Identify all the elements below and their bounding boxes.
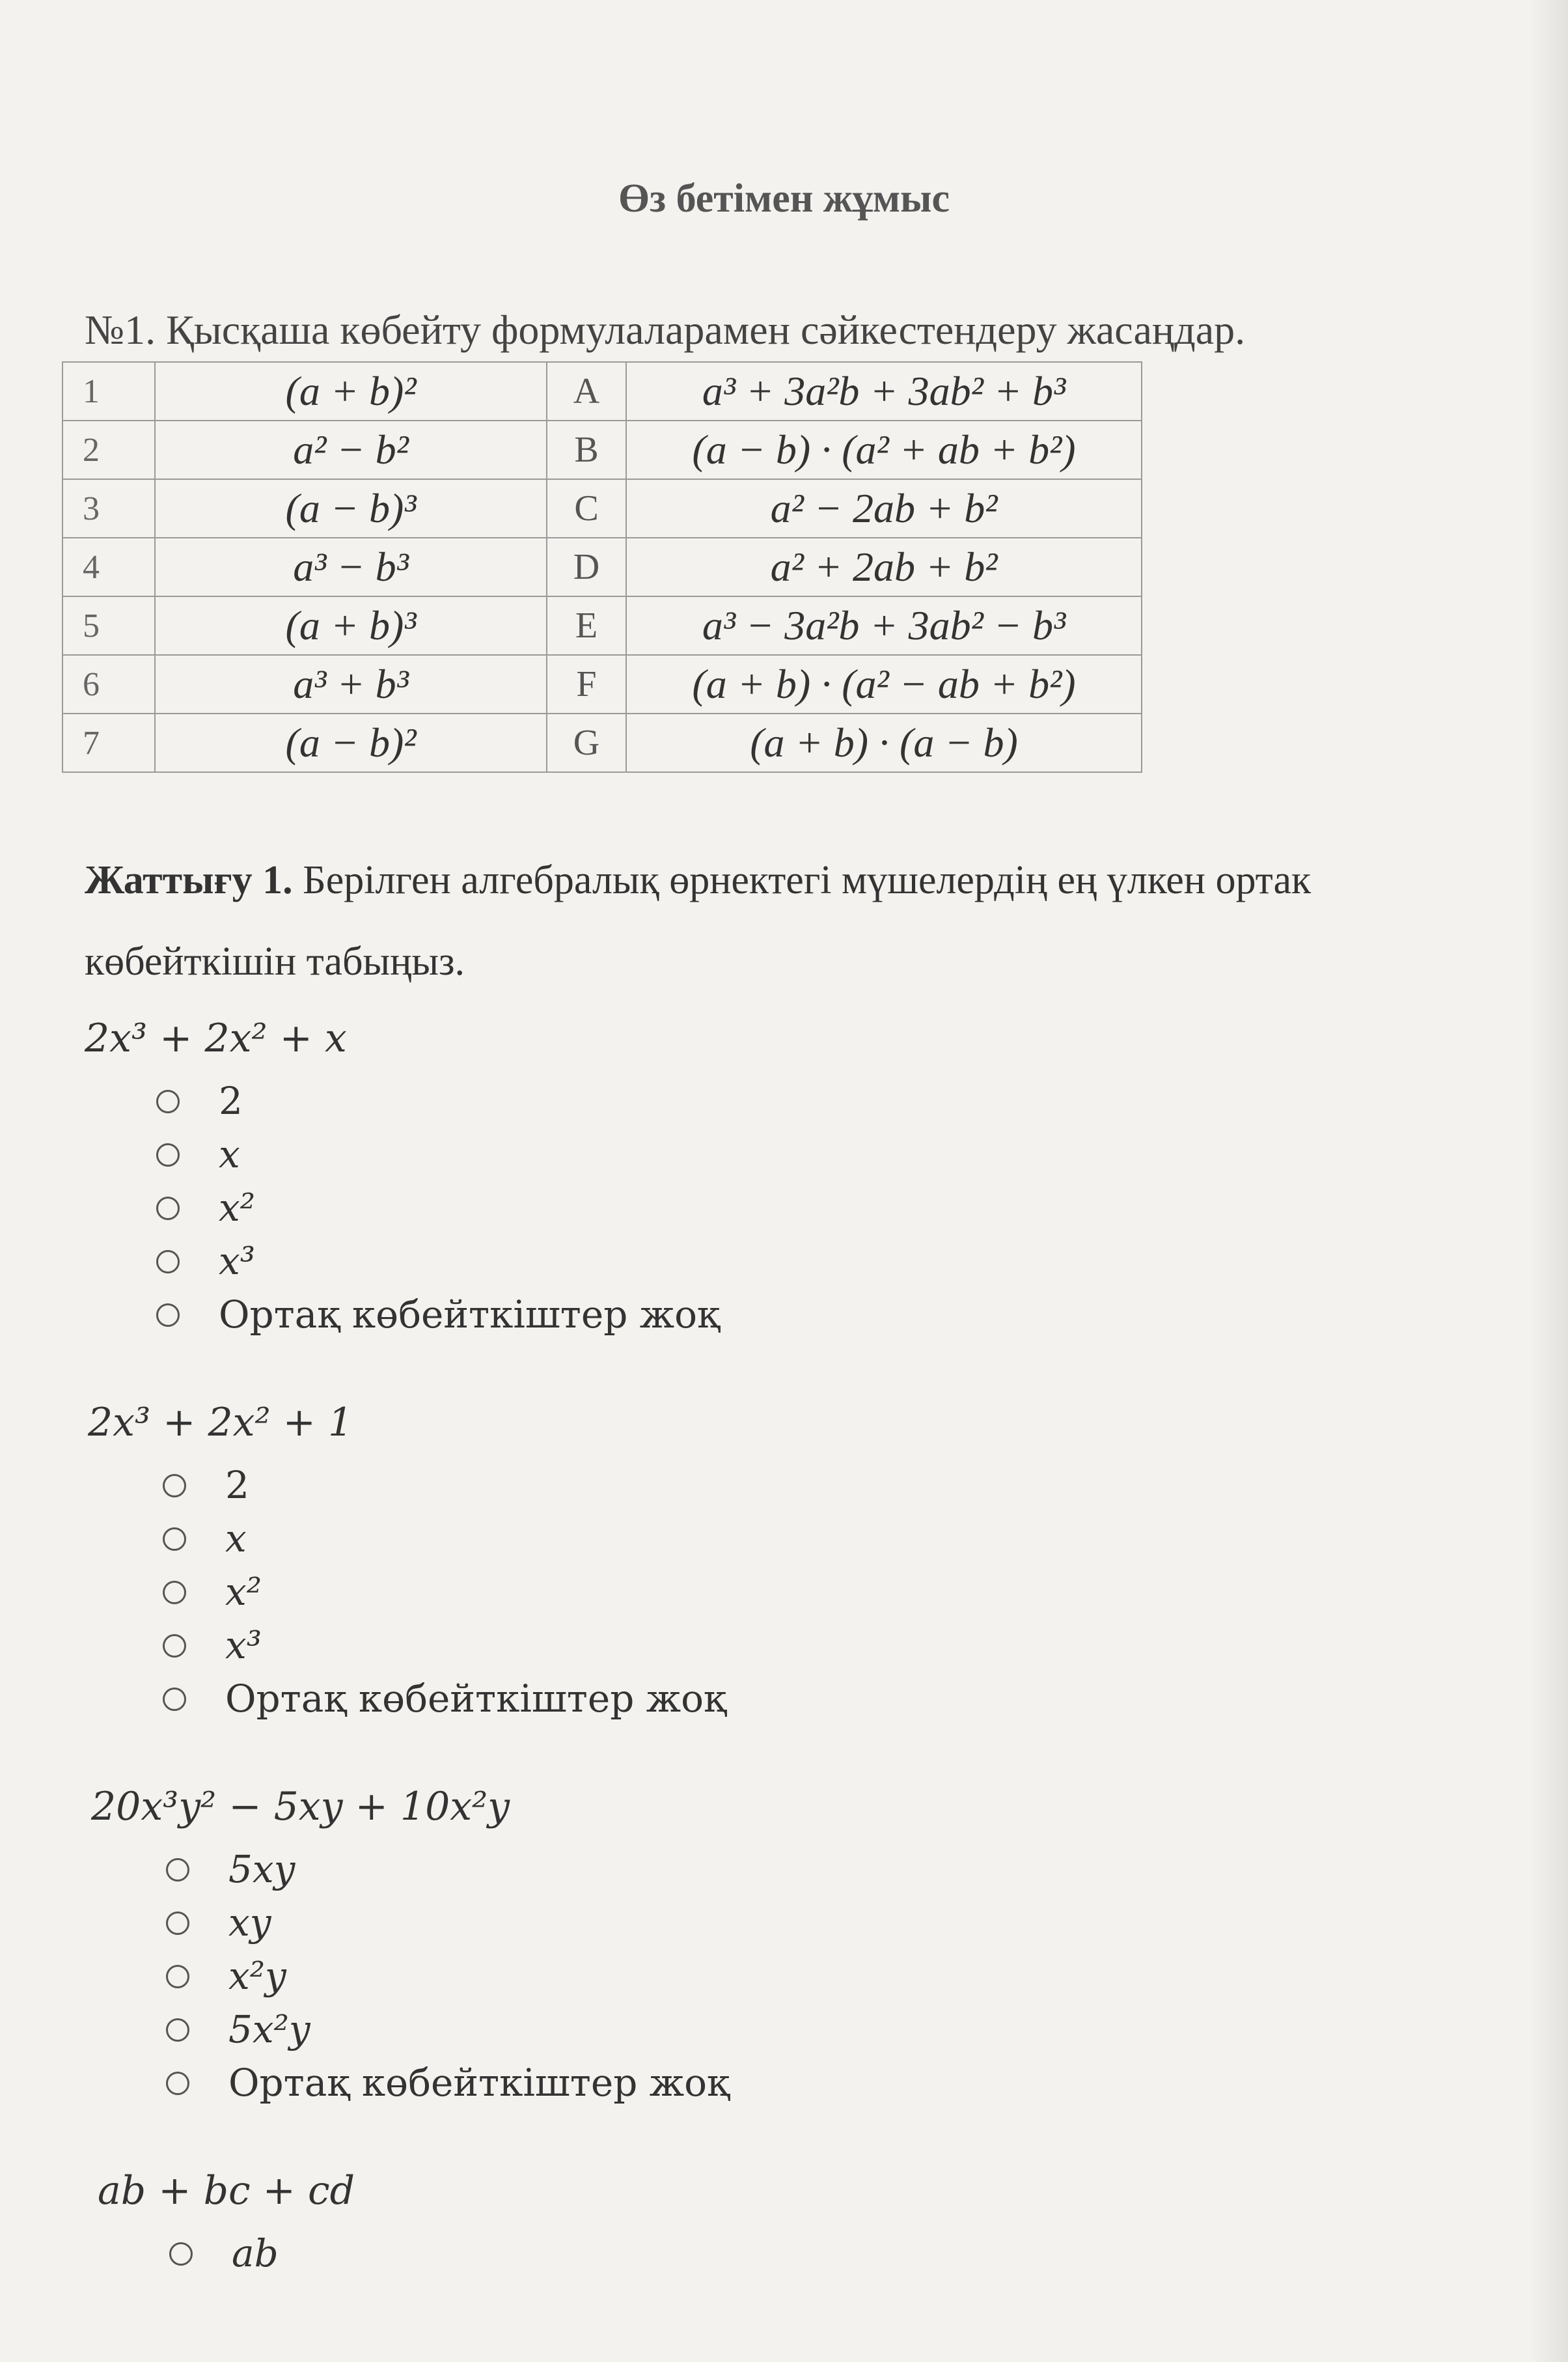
- option-label: x³: [219, 1239, 255, 1283]
- formula-right: (a + b) · (a² − ab + b²): [626, 655, 1142, 714]
- task1-instruction: №1. Қысқаша көбейту формулаларамен сәйкестендеру жасаңдар.: [85, 307, 1246, 353]
- formula-left: (a + b)²: [155, 362, 547, 421]
- formula-right: a³ + 3a²b + 3ab² + b³: [626, 362, 1142, 421]
- table-row: [62, 714, 1142, 772]
- row-letter: G: [547, 714, 626, 772]
- radio-button-icon[interactable]: [166, 1965, 189, 1988]
- option-label: Ортақ көбейткіштер жоқ: [228, 2061, 730, 2105]
- table-row: [62, 538, 1142, 596]
- option-label: Ортақ көбейткіштер жоқ: [225, 1676, 727, 1721]
- option-label: 2: [219, 1079, 243, 1123]
- option-label: x²: [219, 1186, 255, 1230]
- radio-button-icon[interactable]: [166, 2072, 189, 2095]
- table-row: [62, 655, 1142, 714]
- question-expression: ab + bc + cd: [98, 2168, 355, 2214]
- option-label: ab: [232, 2231, 279, 2275]
- formula-right: (a + b) · (a − b): [626, 714, 1142, 772]
- answer-option[interactable]: [163, 1672, 726, 1725]
- table-row: [62, 479, 1142, 538]
- radio-button-icon[interactable]: [156, 1143, 180, 1167]
- radio-button-icon[interactable]: [166, 1858, 189, 1882]
- answer-options: [163, 1458, 726, 1725]
- row-letter: E: [547, 596, 626, 655]
- page-edge-shadow: [1529, 0, 1568, 2362]
- formula-left: a² − b²: [155, 421, 547, 479]
- row-letter: D: [547, 538, 626, 596]
- answer-option[interactable]: [166, 1842, 730, 1896]
- answer-option[interactable]: [163, 1458, 726, 1512]
- option-label: 5xy: [228, 1847, 296, 1891]
- answer-options: [166, 1842, 730, 2109]
- option-label: x²: [225, 1570, 262, 1614]
- row-number: 5: [62, 596, 155, 655]
- answer-option[interactable]: [156, 1234, 720, 1288]
- answer-options: [156, 1074, 720, 1341]
- option-label: 5x²y: [228, 2007, 310, 2051]
- answer-option[interactable]: [156, 1181, 720, 1234]
- formula-left: (a − b)²: [155, 714, 547, 772]
- answer-option[interactable]: [163, 1565, 726, 1619]
- table-row: [62, 362, 1142, 421]
- row-letter: B: [547, 421, 626, 479]
- table-row: [62, 421, 1142, 479]
- option-label: 2: [225, 1463, 249, 1507]
- formula-left: (a − b)³: [155, 479, 547, 538]
- row-number: 1: [62, 362, 155, 421]
- formula-right: (a − b) · (a² + ab + b²): [626, 421, 1142, 479]
- radio-button-icon[interactable]: [166, 2018, 189, 2042]
- answer-option[interactable]: [163, 1619, 726, 1672]
- radio-button-icon[interactable]: [163, 1688, 186, 1711]
- exercise-instruction: [85, 840, 1504, 1003]
- option-label: xy: [228, 1900, 271, 1945]
- matching-table: [62, 361, 1142, 773]
- radio-button-icon[interactable]: [163, 1527, 186, 1551]
- answer-option[interactable]: [166, 2056, 730, 2109]
- exercise-label: Жаттығу 1.: [85, 858, 293, 902]
- radio-button-icon[interactable]: [156, 1303, 180, 1327]
- radio-button-icon[interactable]: [156, 1250, 180, 1273]
- radio-button-icon[interactable]: [163, 1474, 186, 1497]
- option-label: x: [219, 1132, 240, 1176]
- row-number: 7: [62, 714, 155, 772]
- question-expression: 2x³ + 2x² + x: [85, 1016, 347, 1061]
- formula-left: a³ + b³: [155, 655, 547, 714]
- row-number: 2: [62, 421, 155, 479]
- row-number: 6: [62, 655, 155, 714]
- radio-button-icon[interactable]: [163, 1581, 186, 1604]
- option-label: Ортақ көбейткіштер жоқ: [219, 1292, 721, 1337]
- radio-button-icon[interactable]: [156, 1197, 180, 1220]
- radio-button-icon[interactable]: [166, 1911, 189, 1935]
- answer-option[interactable]: [156, 1074, 720, 1128]
- formula-right: a² − 2ab + b²: [626, 479, 1142, 538]
- formula-right: a² + 2ab + b²: [626, 538, 1142, 596]
- answer-option[interactable]: [163, 1512, 726, 1565]
- question-expression: 20x³y² − 5xy + 10x²y: [91, 1784, 510, 1829]
- option-label: x³: [225, 1623, 262, 1667]
- formula-left: (a + b)³: [155, 596, 547, 655]
- answer-option[interactable]: [156, 1288, 720, 1341]
- radio-button-icon[interactable]: [156, 1090, 180, 1113]
- answer-options: [169, 2227, 279, 2280]
- answer-option[interactable]: [166, 1896, 730, 1949]
- page-title: Өз бетімен жұмыс: [618, 176, 950, 221]
- radio-button-icon[interactable]: [163, 1634, 186, 1658]
- radio-button-icon[interactable]: [169, 2242, 193, 2266]
- table-row: [62, 596, 1142, 655]
- option-label: x: [225, 1516, 247, 1561]
- exercise-text: Берілген алгебралық өрнектегі мүшелердің ең үлкен ортак көбейткішін табыңыз.: [85, 858, 1312, 984]
- question-expression: 2x³ + 2x² + 1: [88, 1400, 353, 1445]
- answer-option[interactable]: [166, 1949, 730, 2003]
- formula-right: a³ − 3a²b + 3ab² − b³: [626, 596, 1142, 655]
- option-label: x²y: [228, 1954, 286, 1998]
- row-number: 4: [62, 538, 155, 596]
- row-letter: A: [547, 362, 626, 421]
- answer-option[interactable]: [169, 2227, 279, 2280]
- formula-left: a³ − b³: [155, 538, 547, 596]
- answer-option[interactable]: [156, 1128, 720, 1181]
- answer-option[interactable]: [166, 2003, 730, 2056]
- row-letter: C: [547, 479, 626, 538]
- row-letter: F: [547, 655, 626, 714]
- row-number: 3: [62, 479, 155, 538]
